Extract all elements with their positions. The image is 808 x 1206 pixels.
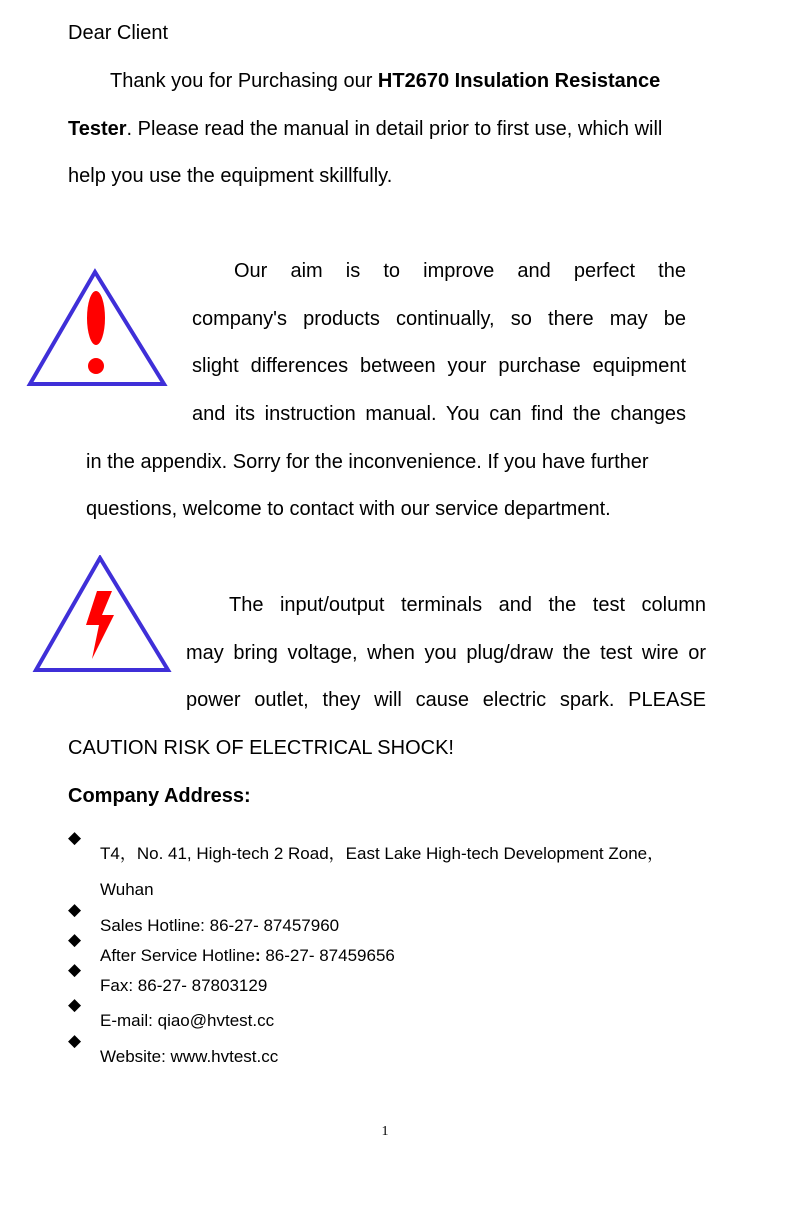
exclamation-bar (87, 291, 105, 345)
notice-line-2: company's products continually, so there may be (192, 308, 686, 330)
notice-line-6: questions, welcome to contact with our service department. (86, 498, 611, 520)
intro-line-3: help you use the equipment skillfully. (68, 165, 393, 187)
intro-line-2 (68, 117, 662, 141)
shock-line-4: CAUTION RISK OF ELECTRICAL SHOCK! (68, 737, 454, 759)
exclamation-dot (88, 358, 104, 374)
warning-exclamation-icon (26, 268, 168, 390)
shock-line-1: The input/output terminals and the test column (229, 594, 706, 616)
notice-line-3: slight differences between your purchase equipment (192, 355, 686, 377)
address-line-2: Wuhan (100, 880, 154, 899)
product-name-cont: Tester (68, 118, 127, 140)
company-address-heading: Company Address: (68, 785, 251, 807)
after-service-colon: : (254, 946, 261, 965)
notice-line-5: in the appendix. Sorry for the inconvenience. If you have further (86, 451, 649, 473)
high-voltage-warning-icon (32, 555, 172, 675)
notice-line-1: Our aim is to improve and perfect the (234, 260, 686, 282)
intro-text: . Please read the manual in detail prior to first use, which will (126, 118, 663, 140)
diamond-bullet-icon: ◆ (68, 828, 82, 847)
diamond-bullet-icon: ◆ (68, 995, 82, 1014)
after-service-number: 86-27- 87459656 (260, 946, 395, 965)
diamond-bullet-icon: ◆ (68, 900, 82, 919)
after-service-label: After Service Hotline (100, 946, 255, 965)
fax: Fax: 86-27- 87803129 (100, 976, 268, 995)
email: E-mail: qiao@hvtest.cc (100, 1011, 275, 1030)
after-service-hotline (100, 946, 395, 966)
shock-line-3: power outlet, they will cause electric spark. PLEASE (186, 689, 706, 711)
diamond-bullet-icon: ◆ (68, 930, 82, 949)
diamond-bullet-icon: ◆ (68, 1031, 82, 1050)
website: Website: www.hvtest.cc (100, 1047, 279, 1066)
notice-line-4: and its instruction manual. You can find the changes (192, 403, 686, 425)
product-name: HT2670 Insulation Resistance (377, 70, 661, 92)
page-number: 1 (381, 1124, 389, 1139)
lightning-bolt (86, 591, 114, 659)
shock-line-2: may bring voltage, when you plug/draw the test wire or (186, 642, 706, 664)
intro-line-1 (110, 69, 660, 93)
intro-text: Thank you for Purchasing our (110, 70, 378, 92)
diamond-bullet-icon: ◆ (68, 960, 82, 979)
greeting: Dear Client (68, 22, 169, 44)
address-line-1: T4，No. 41, High-tech 2 Road，East Lake High-tech Development Zone， (100, 844, 665, 863)
sales-hotline: Sales Hotline: 86-27- 87457960 (100, 916, 340, 935)
